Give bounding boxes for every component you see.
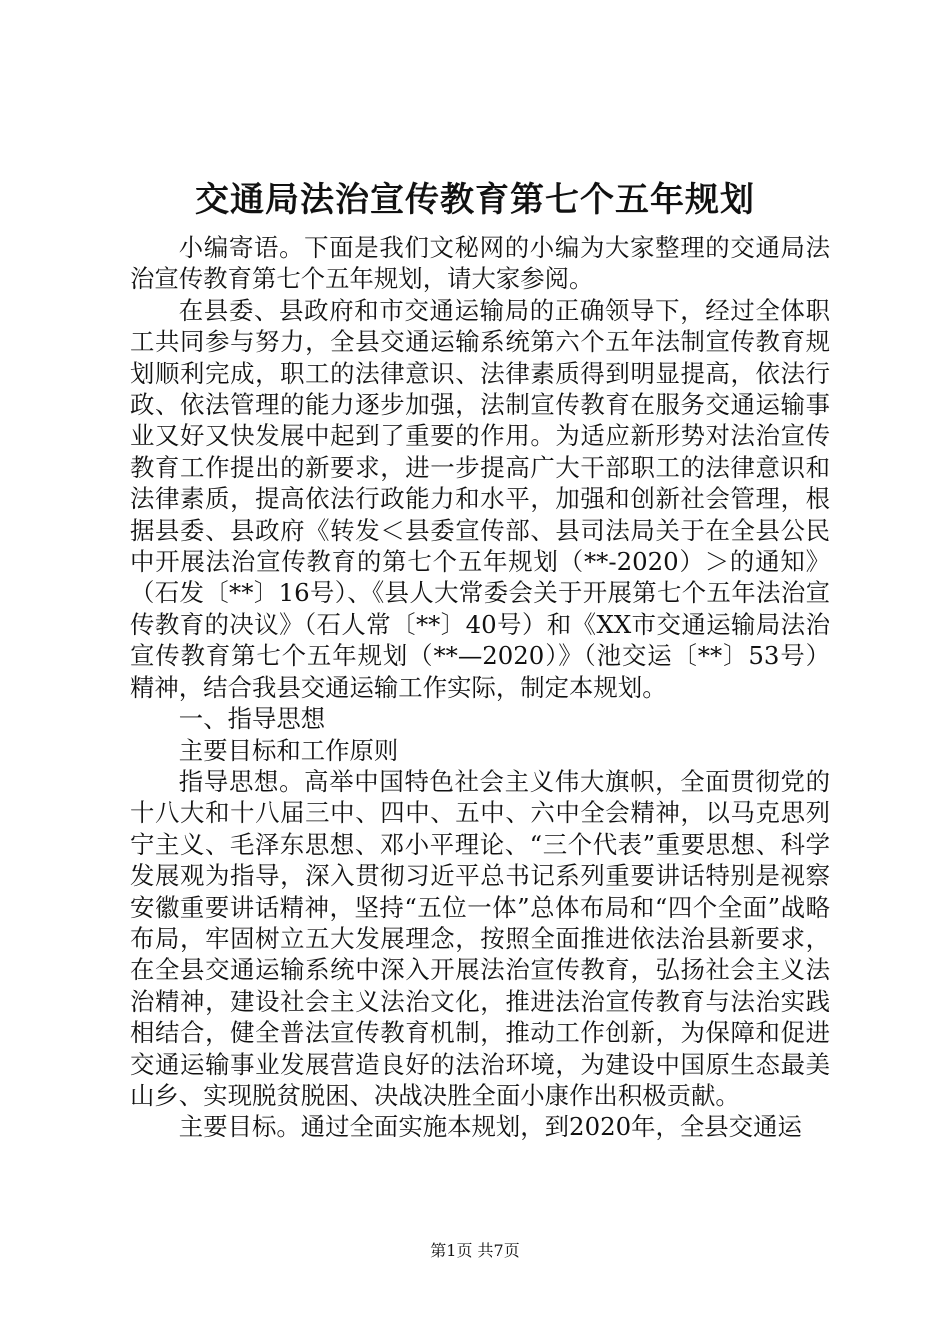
heading-guiding-ideology: 一、指导思想	[178, 704, 326, 734]
heading-goals-principles: 主要目标和工作原则	[178, 735, 399, 765]
document-body	[130, 232, 830, 1143]
paragraph-guiding-ideology: 指导思想。高举中国特色社会主义伟大旗帜，全面贯彻党的十八大和十八届三中、四中、五中、六中全会精神，以马克思列宁主义、毛泽东思想、邓小平理论、“三个代表”重要思想、科学发展观为指导，深入贯彻习近平总书记系列重要讲话特别是视察安徽重要讲话精神，坚持“五位一体”总体布局和“四个全面”战略布局，牢固树立五大发展理念，按照全面推进依法治县新要求，在全县交通运输系统中深入开展法治宣传教育，弘扬社会主义法治精神，建设社会主义法治文化，推进法治宣传教育与法治实践相结合，健全普法宣传教育机制，推动工作创新，为保障和促进交通运输事业发展营造良好的法治环境，为建设中国原生态最美山乡、实现脱贫脱困、决战决胜全面小康作出积极贡献。	[130, 766, 830, 1110]
paragraph-intro: 小编寄语。下面是我们文秘网的小编为大家整理的交通局法治宣传教育第七个五年规划，请大家参阅。	[130, 233, 830, 294]
paragraph-background: 在县委、县政府和市交通运输局的正确领导下，经过全体职工共同参与努力，全县交通运输系统第六个五年法制宣传教育规划顺利完成，职工的法律意识、法律素质得到明显提高，依法行政、依法管理的能力逐步加强，法制宣传教育在服务交通运输事业又好又快发展中起到了重要的作用。为适应新形势对法治宣传教育工作提出的新要求，进一步提高广大干部职工的法律意识和法律素质，提高依法行政能力和水平，加强和创新社会管理，根据县委、县政府《转发＜县委宣传部、县司法局关于在全县公民中开展法治宣传教育的第七个五年规划（**-2020）＞的通知》（石发〔**〕16号）、《县人大常委会关于开展第七个五年法治宣传教育的决议》（石人常〔**〕40号）和《XX市交通运输局法治宣传教育第七个五年规划（**—2020）》（池交运〔**〕53号）精神，结合我县交通运输工作实际，制定本规划。	[130, 295, 830, 702]
document-title: 交通局法治宣传教育第七个五年规划	[195, 180, 755, 220]
page-footer: 第1页 共7页	[430, 1241, 520, 1260]
paragraph-main-goals: 主要目标。通过全面实施本规划，到2020年，全县交通运	[178, 1112, 802, 1142]
